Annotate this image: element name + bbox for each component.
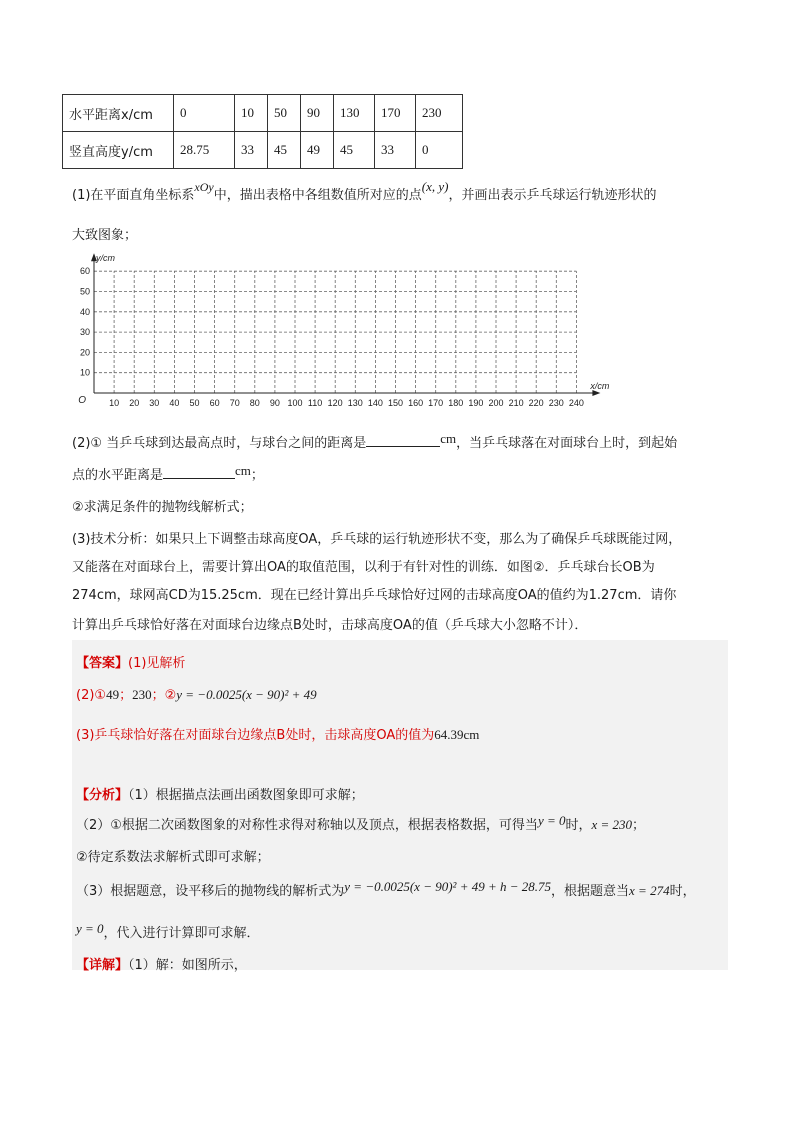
q1-text: (1)在平面直角坐标系 — [72, 188, 195, 203]
x-tick-label: 10 — [109, 398, 120, 408]
q2-line2 — [72, 464, 264, 483]
x-tick-label: 220 — [528, 398, 544, 408]
answer-line3 — [76, 724, 479, 743]
analysis-text: （2）①根据二次函数图象的对称性求得对称轴以及顶点，根据表格数据，可得当 — [76, 818, 538, 833]
x-tick-label: 230 — [548, 398, 564, 408]
table-cell: 130 — [334, 95, 375, 132]
x-axis-label: x/cm — [590, 381, 610, 391]
analysis-line3: ②待定系数法求解析式即可求解； — [76, 850, 270, 865]
x-tick-label: 150 — [387, 398, 404, 408]
y-tick-label: 20 — [79, 347, 90, 358]
analysis-formula: x = 274 — [629, 883, 670, 898]
answer-value: 64.39cm — [434, 727, 480, 742]
unit: cm — [235, 463, 251, 478]
answer-text: ；② — [151, 688, 177, 703]
x-tick-label: 140 — [367, 398, 383, 408]
analysis-text: （1）根据描点法画出函数图象即可求解； — [128, 788, 364, 803]
analysis-text: ，代入进行计算即可求解． — [103, 926, 260, 941]
q3-line2: 又能落在对面球台上，需要计算出OA的取值范围，以利于有针对性的训练．如图②．乒乓球台长OB为 — [72, 560, 655, 575]
x-tick-label: 100 — [287, 398, 303, 408]
y-tick-label: 10 — [79, 367, 90, 378]
analysis-text: （3）根据题意，设平移后的抛物线的解析式为 — [76, 884, 345, 899]
analysis-text: 时， — [565, 818, 592, 833]
detail-text: （1）解：如图所示， — [128, 958, 247, 973]
q2-text: ，当乒乓球落在对面球台上时，到起始 — [456, 436, 678, 451]
x-tick-label: 190 — [468, 398, 484, 408]
x-tick-label: 240 — [568, 398, 584, 408]
answer-value: 49 — [106, 687, 120, 702]
table-row — [63, 95, 463, 132]
answer-blank[interactable] — [366, 434, 440, 447]
answer-text: ； — [119, 688, 133, 703]
x-tick-label: 70 — [229, 398, 240, 408]
q2-line3: ②求满足条件的抛物线解析式； — [72, 500, 253, 515]
table-cell: 50 — [268, 95, 301, 132]
x-tick-label: 50 — [189, 398, 200, 408]
q2-line1 — [72, 432, 677, 451]
x-tick-label: 60 — [209, 398, 220, 408]
table-cell: 0 — [174, 95, 235, 132]
analysis-formula: y = −0.0025(x − 90)² + 49 + h − 28.75 — [344, 879, 552, 894]
origin-label: O — [78, 395, 86, 406]
table-cell: 33 — [235, 132, 268, 169]
q3-line4: 计算出乒乓球恰好落在对面球台边缘点B处时，击球高度OA的值（乒乓球大小忽略不计）． — [72, 618, 588, 633]
analysis-line2 — [76, 814, 645, 833]
detail-line — [76, 954, 247, 973]
answer-text: (3)乒乓球恰好落在对面球台边缘点B处时，击球高度OA的值为 — [76, 728, 435, 743]
answer-line2 — [76, 684, 317, 703]
q1-text: 中，描出表格中各组数值所对应的点 — [213, 188, 422, 203]
table-cell: 10 — [235, 95, 268, 132]
q2-text: (2)① 当乒乓球到达最高点时，与球台之间的距离是 — [72, 436, 367, 451]
y-axis-label: y/cm — [96, 253, 115, 264]
x-tick-label: 40 — [169, 398, 180, 408]
table-cell: 0 — [416, 132, 463, 169]
x-tick-label: 200 — [488, 398, 504, 408]
table-cell: 33 — [375, 132, 416, 169]
answer-value: 230 — [132, 687, 152, 702]
table-cell: 230 — [416, 95, 463, 132]
q1-coord-system: xOy — [194, 180, 214, 194]
q1-point: (x, y) — [421, 179, 449, 194]
q1-line1 — [72, 179, 657, 203]
x-tick-label: 80 — [249, 398, 260, 408]
table-cell: 28.75 — [174, 132, 235, 169]
answer-text: (2)① — [76, 688, 107, 703]
analysis-text: ； — [632, 818, 646, 833]
unit: cm — [440, 431, 457, 446]
x-tick-label: 170 — [428, 398, 444, 408]
row-header: 水平距离x/cm — [63, 95, 174, 132]
coordinate-grid — [60, 248, 640, 418]
answer-formula: y = −0.0025(x − 90)² + 49 — [176, 687, 317, 702]
table-row — [63, 132, 463, 169]
table-cell: 45 — [334, 132, 375, 169]
x-tick-label: 180 — [448, 398, 464, 408]
y-tick-label: 40 — [79, 306, 90, 317]
y-tick-label: 60 — [79, 266, 90, 277]
y-tick-label: 50 — [79, 286, 90, 297]
analysis-line5 — [76, 922, 260, 941]
x-tick-label: 30 — [149, 398, 160, 408]
x-tick-label: 160 — [408, 398, 424, 408]
analysis-formula: y = 0 — [537, 813, 566, 828]
analysis-text: ，根据题意当 — [551, 884, 630, 899]
data-table — [62, 94, 463, 169]
q2-text: 点的水平距离是 — [72, 468, 164, 483]
table-cell: 90 — [301, 95, 334, 132]
answer-line1 — [76, 652, 185, 671]
x-tick-label: 20 — [129, 398, 140, 408]
analysis-line4 — [76, 880, 696, 899]
table-cell: 170 — [375, 95, 416, 132]
x-tick-label: 210 — [508, 398, 524, 408]
row-header: 竖直高度y/cm — [63, 132, 174, 169]
analysis-line1 — [76, 784, 364, 803]
q1-text: ，并画出表示乒乓球运行轨迹形状的 — [448, 188, 657, 203]
q3-line1: (3)技术分析：如果只上下调整击球高度OA，乒乓球的运行轨迹形状不变，那么为了确保乒乓球既能过网， — [72, 532, 682, 547]
x-tick-label: 130 — [347, 398, 363, 408]
q3-line3: 274cm，球网高CD为15.25cm．现在已经计算出乒乓球恰好过网的击球高度OA的值约为1.27cm．请你 — [72, 588, 677, 603]
y-tick-label: 30 — [79, 327, 90, 338]
answer-blank[interactable] — [163, 466, 235, 479]
table-cell: 45 — [268, 132, 301, 169]
detail-tag: 【详解】 — [76, 958, 129, 973]
analysis-text: 时， — [669, 884, 696, 899]
analysis-formula: y = 0 — [76, 921, 104, 936]
x-tick-label: 110 — [307, 398, 323, 408]
answer-tag: 【答案】 — [76, 656, 129, 671]
q2-text: ； — [250, 468, 264, 483]
q1-line2: 大致图象； — [72, 228, 138, 243]
x-tick-label: 120 — [327, 398, 343, 408]
analysis-formula: x = 230 — [591, 817, 633, 832]
x-tick-label: 90 — [269, 398, 280, 408]
answer-text: (1)见解析 — [128, 656, 186, 671]
table-cell: 49 — [301, 132, 334, 169]
analysis-tag: 【分析】 — [76, 788, 129, 803]
